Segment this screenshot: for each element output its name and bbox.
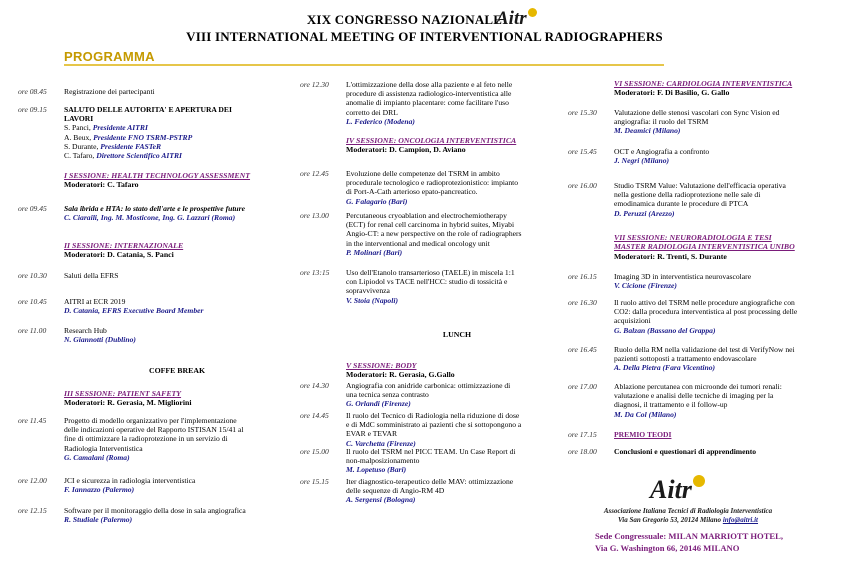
entry-line: Software per il monitoraggio della dose in sala angiografica	[64, 506, 246, 515]
speaker: L. Federico (Modena)	[346, 116, 415, 126]
entry-line: Ruolo della RM nella validazione del test di VerifyNow nei	[614, 345, 795, 354]
entry-line-italic: Sala ibrida e HTA: lo stato dell'arte e le prospettive future	[64, 204, 245, 213]
speaker: G. Falagario (Bari)	[346, 196, 408, 206]
session-title-cont: MASTER RADIOLOGIA INTERVENTISTICA UNIBO	[614, 242, 795, 252]
entry-body	[614, 447, 838, 456]
moderators: Moderatori: R. Gerasia, G.Gallo	[346, 370, 455, 380]
entry-body	[64, 271, 290, 280]
break-label: LUNCH	[442, 330, 472, 339]
entry-time: ore 12.30	[300, 80, 329, 89]
speaker-line	[64, 151, 290, 160]
entry-line-bold: SALUTO DELLE AUTORITA' E APERTURA DEI	[64, 105, 232, 114]
entry-line: delle sequenze di Angio-RM 4D	[346, 486, 445, 496]
entry-time: ore 18.00	[568, 447, 597, 456]
title-line-1: XIX CONGRESSO NAZIONALE	[306, 12, 503, 27]
entry-line: procedure di assistenza radiologico-interventistica alle	[346, 89, 512, 99]
entry-body	[346, 477, 568, 505]
entry-body	[346, 447, 568, 475]
entry-time: ore 13:15	[300, 268, 330, 277]
entry-line-bold: LAVORI	[64, 114, 94, 124]
schedule-entry	[18, 326, 290, 386]
footer-association: Associazione Italiana Tecnici di Radiologia Interventistica	[603, 507, 773, 515]
speaker-line	[64, 142, 290, 151]
entry-line: Il ruolo del Tecnico di Radiologia nella riduzione di dose	[346, 411, 520, 420]
entry-body	[614, 108, 838, 136]
speaker: G. Camalani (Roma)	[64, 452, 130, 462]
session-title: IV SESSIONE: ONCOLOGIA INTERVENTISTICA	[346, 136, 517, 145]
entry-time: ore 09.45	[18, 204, 47, 213]
entry-body	[64, 416, 290, 462]
speaker: C. Varchetta (Firenze)	[346, 438, 416, 448]
speaker-role: Direttore Scientifico AITRI	[96, 151, 183, 161]
footer-email[interactable]: info@aitri.it	[722, 516, 759, 524]
entry-time: ore 17.15	[568, 430, 597, 439]
entry-line: pazienti sottoposti a trattamento endovascolare	[614, 354, 757, 364]
entry-line: EVAR e TEVAR	[346, 429, 398, 439]
speaker: R. Studiale (Palermo)	[64, 515, 133, 525]
session-header	[346, 361, 568, 380]
entry-time: ore 16.15	[568, 272, 597, 281]
entry-body	[64, 87, 290, 96]
entry-time: ore 15.45	[568, 147, 597, 156]
entry-line: AITRI at ECR 2019	[64, 297, 126, 306]
entry-line: Il ruolo del TSRM nel PICC TEAM. Un Case Report di	[346, 447, 516, 456]
entry-line: con Lipiodol vs TACE nell'HCC: studio di tossicità e	[346, 277, 508, 287]
entry-body	[64, 297, 290, 315]
entry-line: L'ottimizzazione della dose alla paziente e al feto nelle	[346, 80, 513, 89]
entry-line: nella gestione della radioprotezione nelle sale di	[614, 190, 761, 200]
session-header	[64, 171, 290, 190]
entry-line: (ECT) for renal cell carcinoma in hybrid suites, Miyabi	[346, 220, 515, 230]
entry-time: ore 15.30	[568, 108, 597, 117]
entry-body	[64, 105, 290, 160]
moderators: Moderatori: F. Di Basilio, G. Gallo	[614, 88, 730, 98]
logo-dot-icon	[528, 8, 537, 17]
entry-line: delle indicazioni operative del Rapporto ISTISAN 15/41 al	[64, 425, 244, 435]
break-label: COFFE BREAK	[148, 366, 206, 375]
entry-time: ore 17.00	[568, 382, 597, 391]
entry-body	[346, 268, 568, 305]
speaker-role: Presidente FASTeR	[100, 141, 162, 151]
entry-line: una tecnica senza contrasto	[346, 390, 429, 400]
speaker: M. Da Col (Milano)	[614, 409, 677, 419]
entry-line: fine di ottimizzare la radioprotezione in un servizio di	[64, 434, 228, 444]
entry-line: di Port-A-Cath arterioso epato-pancreatico.	[346, 187, 478, 197]
entry-line: Imaging 3D in interventistica neurovascolare	[614, 272, 752, 281]
speaker-role: Presidente AITRI	[92, 123, 148, 133]
entry-line-bold: Conclusioni e questionari di apprendimento	[614, 447, 757, 456]
entry-body	[346, 381, 568, 409]
speaker: N. Giannotti (Dublino)	[64, 335, 136, 345]
schedule-entry	[568, 181, 838, 241]
entry-line: corretto dei DRL	[346, 107, 398, 117]
speaker: F. Iannazzo (Palermo)	[64, 485, 135, 495]
speaker: A. Sergensi (Bologna)	[346, 495, 416, 505]
entry-time: ore 16.30	[568, 298, 597, 307]
speaker-name: C. Tafaro,	[64, 151, 97, 161]
entry-line: Il ruolo attivo del TSRM nelle procedure angiografiche con	[614, 298, 795, 307]
aitri-logo: Aitr	[496, 8, 537, 30]
schedule-entry	[300, 268, 568, 328]
moderators: Moderatori: R. Gerasia, M. Migliorini	[64, 398, 192, 408]
programma-underline	[64, 64, 664, 66]
session-header	[64, 389, 290, 408]
entry-line: non-malposizionamento	[346, 456, 420, 466]
entry-time: ore 08.45	[18, 87, 47, 96]
schedule-entry	[300, 80, 568, 140]
entry-line: OCT e Angiografia a confronto	[614, 147, 710, 156]
speaker: M. Deamici (Milano)	[614, 126, 681, 136]
moderators: Moderatori: D. Campion, D. Aviano	[346, 145, 466, 155]
schedule-entry	[300, 477, 568, 537]
entry-line: Registrazione dei partecipanti	[64, 87, 155, 96]
schedule-entry	[18, 416, 290, 476]
entry-line: CO2: dalla procedura interventistica al post processing delle	[614, 307, 798, 317]
entry-body	[64, 204, 290, 222]
footer-logo-dot-icon	[693, 475, 705, 487]
moderators: Moderatori: R. Trenti, S. Durante	[614, 251, 727, 261]
speaker: G. Balzan (Bassano del Grappa)	[614, 325, 716, 335]
entry-body	[614, 272, 838, 290]
entry-time: ore 09.15	[18, 105, 47, 114]
entry-body	[346, 211, 568, 257]
footer-logo: Aitr	[650, 475, 705, 505]
session-title: VI SESSIONE: CARDIOLOGIA INTERVENTISTICA	[614, 79, 793, 88]
footer-address: Via San Gregorio 53, 20124 Milano info@aitri.it	[617, 516, 759, 524]
entry-line: Research Hub	[64, 326, 107, 335]
entry-line: Angio-CT: a new perspective on the role of radiographers	[346, 229, 522, 239]
speaker-line	[64, 123, 290, 132]
entry-time: ore 15.15	[300, 477, 329, 486]
entry-time: ore 11.45	[18, 416, 47, 425]
entry-body	[614, 345, 838, 373]
entry-body	[614, 430, 838, 439]
entry-line: Progetto di modello organizzativo per l'implementazione	[64, 416, 237, 425]
entry-time: ore 16.00	[568, 181, 597, 190]
moderators: Moderatori: C. Tafaro	[64, 180, 139, 190]
entry-line: Percutaneous cryoablation and electrochemiotherapy	[346, 211, 507, 220]
entry-line: Evoluzione delle competenze del TSRM in ambito	[346, 169, 500, 178]
entry-line: emodinamica durante le procedure di PTCA	[614, 199, 749, 209]
schedule-entry	[300, 211, 568, 271]
entry-time: ore 14.30	[300, 381, 329, 390]
entry-time: ore 10.45	[18, 297, 47, 306]
entry-line: diagnosi, il trattamento e il follow-up	[614, 400, 728, 410]
entry-line: e di MdC somministrato ai pazienti che si sottopongono a	[346, 420, 522, 430]
speaker: M. Lopetuso (Bari)	[346, 465, 407, 475]
venue-line-2: Via G. Washington 66, 20146 MILANO	[595, 543, 740, 553]
entry-body	[64, 476, 290, 494]
entry-line: Ablazione percutanea con microonde dei tumori renali:	[614, 382, 782, 391]
entry-line: valutazione e analisi delle tecniche di imaging per la	[614, 391, 774, 401]
speaker-name: S. Panci,	[64, 123, 93, 133]
speaker: D. Catania, EFRS Executive Board Member	[64, 306, 204, 316]
session-header	[614, 233, 838, 261]
speaker: D. Peruzzi (Arezzo)	[614, 208, 675, 218]
speaker: V. Stoia (Napoli)	[346, 295, 398, 305]
entry-time: ore 11.00	[18, 326, 47, 335]
entry-body	[614, 382, 838, 419]
session-header	[346, 136, 568, 155]
entry-time: ore 15.00	[300, 447, 329, 456]
session-title: I SESSIONE: HEALTH TECHNOLOGY ASSESSMENT	[64, 171, 251, 180]
speaker: V. Cicione (Firenze)	[614, 281, 677, 291]
entry-line: anomalie di impianto placentare: come facilitare l'uso	[346, 98, 509, 108]
award-title: PREMIO TEODI	[614, 430, 672, 439]
schedule-entry	[18, 506, 290, 566]
speaker-name: A. Beux,	[64, 132, 94, 142]
entry-line: Valutazione delle stenosi vascolari con Sync Vision ed	[614, 108, 780, 117]
speaker: J. Negri (Milano)	[614, 156, 670, 166]
session-header	[64, 241, 290, 260]
entry-time: ore 12.15	[18, 506, 47, 515]
entry-body	[346, 80, 568, 126]
entry-line: in the interventional and medical oncology unit	[346, 238, 490, 248]
entry-body	[346, 169, 568, 206]
speaker: A. Della Pietra (Fara Vicentino)	[614, 363, 716, 373]
entry-line: Radiologia Interventistica	[64, 443, 143, 453]
entry-time: ore 13.00	[300, 211, 329, 220]
entry-line: Uso dell'Etanolo transarterioso (TAELE) in miscela 1:1	[346, 268, 515, 277]
schedule-entry	[18, 105, 290, 165]
entry-line: Iter diagnostico-terapeutico delle MAV: ottimizzazione	[346, 477, 514, 486]
entry-line: procedurale tecnologico e radioprotezionistico: impianto	[346, 178, 519, 188]
entry-body	[64, 326, 290, 344]
entry-line: Studio TSRM Value: Valutazione dell'efficacia operativa	[614, 181, 786, 190]
programma-heading: PROGRAMMA	[64, 49, 155, 64]
session-title: II SESSIONE: INTERNAZIONALE	[64, 241, 184, 250]
entry-line: JCI e sicurezza in radiologia interventistica	[64, 476, 196, 485]
entry-body	[614, 147, 838, 165]
title-line-2: VIII INTERNATIONAL MEETING OF INTERVENTIONAL RADIOGRAPHERS	[186, 29, 663, 44]
speaker-name: S. Durante,	[64, 141, 101, 151]
entry-line: sopravvivenza	[346, 286, 390, 296]
entry-time: ore 10.30	[18, 271, 47, 280]
entry-time: ore 16.45	[568, 345, 597, 354]
entry-body	[64, 506, 290, 524]
speaker: P. Molinari (Bari)	[346, 247, 403, 257]
speaker-role: Presidente FNO TSRM-PSTRP	[93, 132, 193, 142]
speaker-line	[64, 133, 290, 142]
session-header	[614, 79, 838, 98]
entry-body	[614, 181, 838, 218]
speaker: G. Orlandi (Firenze)	[346, 399, 411, 409]
session-title: III SESSIONE: PATIENT SAFETY	[64, 389, 182, 398]
venue-line-1: Sede Congressuale: MILAN MARRIOTT HOTEL,	[595, 531, 784, 541]
entry-body	[346, 411, 568, 448]
entry-line: Saluti della EFRS	[64, 271, 119, 280]
moderators: Moderatori: D. Catania, S. Panci	[64, 250, 174, 260]
entry-line: angiografia: il ruolo del TSRM	[614, 117, 709, 127]
entry-time: ore 14.45	[300, 411, 329, 420]
session-title: VII SESSIONE: NEURORADIOLOGIA E TESI	[614, 233, 772, 242]
speaker: C. Ciaraili, Ing. M. Mosticone, Ing. G. Lazzari (Roma)	[64, 213, 236, 223]
entry-body	[614, 298, 838, 335]
entry-line: acquisizioni	[614, 316, 651, 326]
entry-time: ore 12.00	[18, 476, 47, 485]
entry-line: Angiografia con anidride carbonica: ottimizzazione di	[346, 381, 511, 390]
entry-time: ore 12.45	[300, 169, 329, 178]
session-title: V SESSIONE: BODY	[346, 361, 417, 370]
